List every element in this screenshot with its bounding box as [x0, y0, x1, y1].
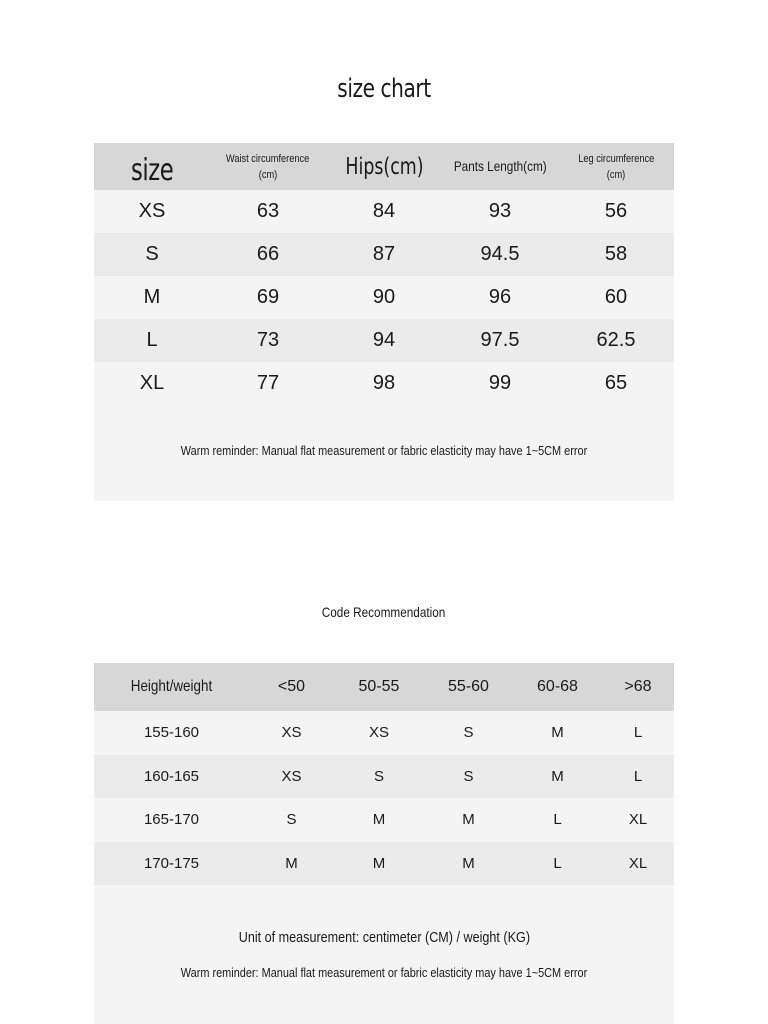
cell-leg: 58 [558, 233, 674, 276]
cell-height: 165-170 [94, 798, 249, 842]
header-hips [326, 143, 442, 190]
header-leg [558, 143, 674, 190]
cell-size: M [424, 798, 513, 842]
table-row [94, 362, 674, 405]
cell-size: M [249, 842, 334, 886]
header-height-weight-label: Height/weight [130, 678, 213, 695]
cell-size: S [334, 755, 424, 799]
cell-size: XS [249, 711, 334, 755]
cell-hips: 98 [326, 362, 442, 405]
cell-size: M [513, 711, 602, 755]
cell-height: 160-165 [94, 755, 249, 799]
cell-size: XL [602, 798, 674, 842]
header-weight-range: 55-60 [424, 663, 513, 711]
cell-size: M [513, 755, 602, 799]
size-chart-title: size chart [337, 74, 431, 104]
cell-hips: 94 [326, 319, 442, 362]
cell-waist: 66 [210, 233, 326, 276]
cell-leg: 56 [558, 190, 674, 233]
cell-hips: 90 [326, 276, 442, 319]
cell-hips: 87 [326, 233, 442, 276]
header-waist-unit: (cm) [258, 168, 278, 181]
unit-note-text: Unit of measurement: centimeter (CM) / weight (KG) [238, 929, 530, 946]
cell-leg: 65 [558, 362, 674, 405]
recommendation-reminder [94, 965, 674, 980]
cell-size: XS [94, 190, 210, 233]
cell-leg: 62.5 [558, 319, 674, 362]
cell-pants-length: 99 [442, 362, 558, 405]
table-row [94, 319, 674, 362]
header-waist [210, 143, 326, 190]
table-row [94, 711, 674, 755]
cell-height: 155-160 [94, 711, 249, 755]
table-header-row [94, 143, 674, 190]
cell-size: S [94, 233, 210, 276]
cell-size: L [602, 755, 674, 799]
cell-size: L [513, 842, 602, 886]
cell-size: S [249, 798, 334, 842]
cell-size: M [334, 798, 424, 842]
table-row [94, 798, 674, 842]
cell-size: XL [602, 842, 674, 886]
table-header-row [94, 663, 674, 711]
code-recommendation-title-text: Code Recommendation [322, 604, 446, 620]
header-leg-unit: (cm) [606, 168, 626, 181]
table-row [94, 276, 674, 319]
header-leg-label: Leg circumference [577, 152, 655, 165]
cell-size: M [94, 276, 210, 319]
cell-pants-length: 94.5 [442, 233, 558, 276]
cell-waist: 77 [210, 362, 326, 405]
header-size-label: size [130, 153, 174, 188]
cell-size: L [513, 798, 602, 842]
cell-waist: 63 [210, 190, 326, 233]
recommendation-panel [94, 663, 674, 1024]
unit-note [94, 929, 674, 946]
cell-size: L [602, 711, 674, 755]
cell-hips: 84 [326, 190, 442, 233]
cell-size: M [424, 842, 513, 886]
cell-size: S [424, 755, 513, 799]
table-row [94, 190, 674, 233]
table-row [94, 842, 674, 886]
recommendation-table [94, 663, 674, 885]
header-pants-length [442, 143, 558, 190]
size-chart-panel [94, 143, 674, 501]
header-weight-range: 50-55 [334, 663, 424, 711]
code-recommendation-title [0, 604, 768, 620]
cell-pants-length: 96 [442, 276, 558, 319]
cell-height: 170-175 [94, 842, 249, 886]
header-waist-label: Waist circumference [226, 152, 310, 165]
cell-pants-length: 93 [442, 190, 558, 233]
cell-waist: 73 [210, 319, 326, 362]
size-chart-reminder [94, 443, 674, 458]
cell-size: XS [249, 755, 334, 799]
table-row [94, 755, 674, 799]
cell-size: S [424, 711, 513, 755]
header-weight-range: 60-68 [513, 663, 602, 711]
cell-size: XS [334, 711, 424, 755]
cell-waist: 69 [210, 276, 326, 319]
header-weight-range: >68 [602, 663, 674, 711]
size-chart-table [94, 143, 674, 405]
header-weight-range: <50 [249, 663, 334, 711]
cell-leg: 60 [558, 276, 674, 319]
cell-pants-length: 97.5 [442, 319, 558, 362]
table-row [94, 233, 674, 276]
recommendation-reminder-text: Warm reminder: Manual flat measurement or fabric elasticity may have 1~5CM error [180, 965, 588, 980]
cell-size: L [94, 319, 210, 362]
cell-size: M [334, 842, 424, 886]
header-size [94, 143, 210, 190]
header-pants-length-label: Pants Length(cm) [453, 157, 547, 174]
header-hips-label: Hips(cm) [344, 153, 424, 180]
cell-size: XL [94, 362, 210, 405]
size-chart-reminder-text: Warm reminder: Manual flat measurement or fabric elasticity may have 1~5CM error [180, 443, 588, 458]
header-height-weight [94, 663, 249, 711]
